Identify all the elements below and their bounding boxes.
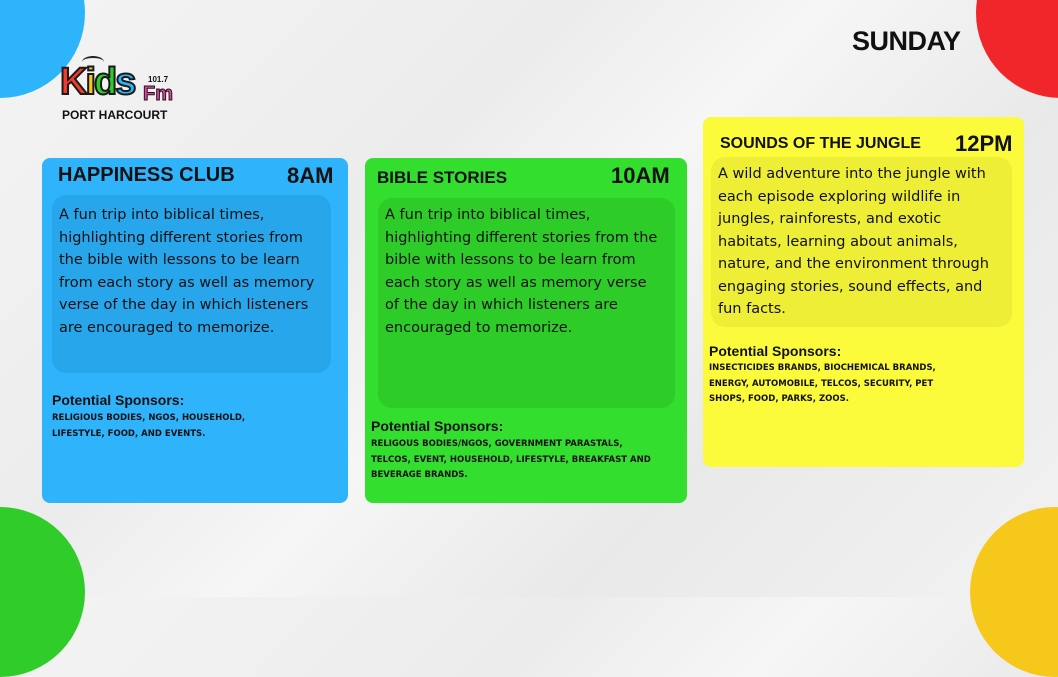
day-title: SUNDAY (852, 26, 961, 56)
show-card-sounds-of-the-jungle (703, 117, 1024, 467)
sponsors-heading: Potential Sponsors: (52, 392, 185, 408)
sponsors-heading: Potential Sponsors: (709, 343, 842, 359)
show-time: 12PM (955, 131, 1013, 156)
sponsors-list: RELIGIOUS BODIES, NGOS, HOUSEHOLD, LIFESTYLE, FOOD, AND EVENTS. (52, 413, 246, 439)
show-title: HAPPINESS CLUB (58, 164, 235, 186)
show-card-bible-stories (365, 158, 687, 503)
corner-circle-yellow (970, 507, 1058, 677)
station-logo (58, 56, 183, 126)
show-description: A fun trip into biblical times, highlighting different stories from the bible with lessons to be learn from each story as well as memory verse of the day in which listeners are encouraged to memorize. (59, 207, 315, 336)
show-description: A fun trip into biblical times, highlighting different stories from the bible with lessons to be learn from each story as well as memory verse of the day in which listeners are encouraged to memorize. (385, 207, 658, 336)
show-title: SOUNDS OF THE JUNGLE (720, 135, 921, 152)
logo-brand: Kids (60, 61, 135, 103)
sponsors-heading: Potential Sponsors: (371, 418, 504, 434)
sponsors-list: INSECTICIDES BRANDS, BIOCHEMICAL BRANDS, ENERGY, AUTOMOBILE, TELCOS, SECURITY, PET SHOPS, FOOD, PARKS, ZOOS. (709, 363, 936, 404)
logo-city: PORT HARCOURT (62, 108, 168, 122)
logo-suffix: Fm (143, 83, 173, 105)
logo-frequency: 101.7 (148, 75, 169, 84)
show-title: BIBLE STORIES (377, 168, 508, 187)
show-time: 10AM (611, 163, 670, 188)
sponsors-list: RELIGOUS BODIES/NGOS, GOVERNMENT PARASTALS, TELCOS, EVENT, HOUSEHOLD, LIFESTYLE, BREAKFAST AND BEVERAGE BRANDS. (371, 439, 651, 480)
corner-circle-green (0, 507, 85, 677)
show-card-happiness-club (42, 158, 348, 503)
show-description: A wild adventure into the jungle with each episode exploring wildlife in jungles, rainforests, and exotic habitats, learning about animals, nature, and the environment through engaging stories, sound effects, and fun facts. (718, 166, 989, 317)
corner-circle-red (976, 0, 1058, 98)
show-time: 8AM (287, 163, 334, 188)
